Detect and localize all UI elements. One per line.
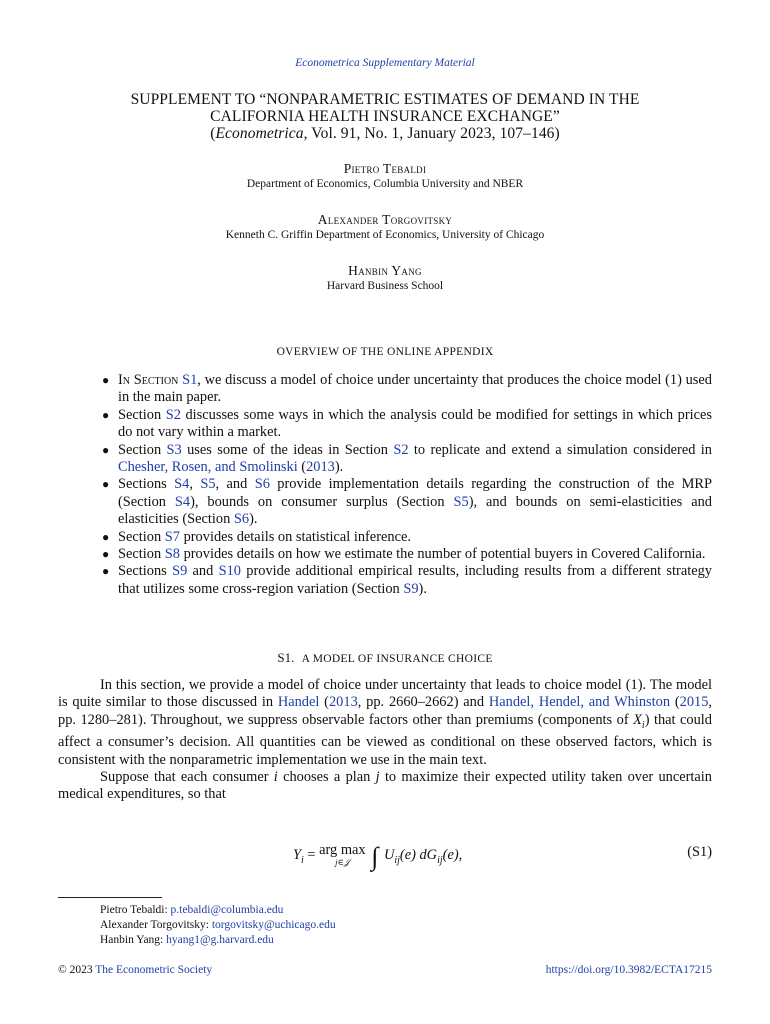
math-sub: i — [301, 854, 304, 866]
section-link[interactable]: S4 — [174, 493, 191, 510]
item-text: to replicate and extend a simulation considered in — [408, 441, 712, 458]
email-link[interactable]: p.tebaldi@columbia.edu — [170, 904, 284, 916]
author-name: Alexander Torgovitsky — [317, 212, 453, 227]
copyright-text: © 2023 — [58, 964, 96, 976]
math-sub: ij — [437, 854, 443, 866]
list-item — [100, 407, 712, 442]
citation-details: , Vol. 91, No. 1, January 2023, 107–146) — [303, 125, 560, 142]
equation-body — [293, 842, 462, 872]
text: Suppose that each consumer — [100, 768, 274, 785]
section-link[interactable]: S9 — [403, 580, 419, 597]
section-link[interactable]: S9 — [172, 563, 188, 580]
footnote-label: Pietro Tebaldi: — [100, 904, 171, 916]
math-var: Y — [293, 847, 302, 863]
section-title: A MODEL OF INSURANCE CHOICE — [301, 653, 493, 665]
item-text: provide additional empirical results, including results from a different strategy that utilizes some cross-region variation (Section — [118, 563, 712, 597]
item-text: and — [187, 563, 219, 580]
list-item — [100, 529, 712, 546]
author-affiliation: Harvard Business School — [326, 280, 444, 292]
item-text: Section — [118, 441, 167, 458]
math-expr: (e) dG — [399, 847, 438, 863]
citation-year-link[interactable]: 2013 — [306, 459, 335, 476]
bullet-icon: ● — [102, 477, 110, 492]
item-text: , and — [215, 476, 255, 493]
copyright — [58, 964, 212, 976]
section-number: S1. — [277, 650, 295, 665]
item-text: , we discuss a model of choice under uncertainty that produces the choice model (1) used in the main paper. — [118, 372, 712, 406]
math-var: i — [273, 768, 278, 785]
section-heading — [0, 650, 770, 666]
title-citation: (Econometrica, Vol. 91, No. 1, January 2023, 107–146) — [210, 125, 560, 142]
text: ) that could affect a consumer’s decision. All quantities can be viewed as conditional on these observed factors, which is consistent with the nonparametric implementation we use in the main text. — [58, 711, 712, 768]
citation-link[interactable]: Handel, Hendel, and Whinston — [488, 694, 671, 711]
title-line-1: SUPPLEMENT TO “NONPARAMETRIC ESTIMATES OF DEMAND IN THE — [130, 91, 640, 108]
math-var: U — [383, 847, 395, 863]
title-line-2: CALIFORNIA HEALTH INSURANCE EXCHANGE” — [210, 108, 560, 125]
footnote — [100, 918, 660, 933]
section-link[interactable]: S2 — [393, 441, 409, 458]
footnote-divider — [58, 897, 162, 898]
footnote-label: Hanbin Yang: — [100, 934, 167, 946]
equation-s1 — [58, 836, 712, 876]
paragraph — [58, 677, 712, 769]
overview-list — [100, 372, 712, 598]
item-text: Section — [118, 528, 165, 545]
equation-number: (S1) — [687, 844, 712, 860]
section-link[interactable]: S6 — [233, 511, 250, 528]
footnote — [100, 933, 660, 948]
list-item — [100, 372, 712, 407]
text: , pp. 1280–281). Throughout, we suppress observable factors other than premiums (components of — [58, 694, 713, 728]
list-item — [100, 546, 712, 563]
section-link[interactable]: S8 — [164, 546, 180, 563]
bullet-icon: ● — [102, 407, 110, 422]
text: ( — [670, 694, 680, 711]
overview-heading: OVERVIEW OF THE ONLINE APPENDIX — [276, 346, 494, 358]
text: and — [458, 694, 489, 711]
author-block-2 — [0, 211, 770, 243]
item-text: ). — [334, 459, 344, 476]
item-text: ( — [297, 459, 307, 476]
footnotes — [100, 903, 660, 948]
bullet-icon: ● — [102, 547, 110, 562]
math-sub: ij — [394, 854, 400, 866]
item-text: provides details on how we estimate the number of potential buyers in Covered California. — [179, 546, 706, 563]
section-link[interactable]: S6 — [254, 476, 270, 493]
section-link[interactable]: S2 — [165, 406, 181, 423]
item-text: provides details on statistical inference. — [179, 528, 411, 545]
math-op: arg max — [319, 842, 366, 858]
text: , pp. 2660–2662) — [357, 694, 459, 711]
email-link[interactable]: hyang1@g.harvard.edu — [166, 934, 274, 946]
item-text: Section — [118, 406, 166, 423]
journal-header: Econometrica Supplementary Material — [295, 57, 475, 69]
author-block-3 — [0, 262, 770, 294]
bullet-icon: ● — [102, 373, 110, 387]
item-text: uses some of the ideas in Section — [181, 441, 394, 458]
item-text: Section — [118, 546, 165, 563]
citation-journal: Econometrica — [215, 125, 304, 142]
math-op: = — [303, 847, 320, 863]
item-text: ), bounds on consumer surplus (Section — [190, 493, 454, 510]
item-text: discusses some ways in which the analysis could be modified for settings in which prices do not vary within a market. — [118, 406, 712, 441]
list-item — [100, 563, 712, 598]
item-text: provide implementation details regarding the construction of the MRP (Section — [118, 476, 712, 510]
bullet-icon: ● — [102, 564, 110, 579]
item-text: ). — [249, 511, 258, 528]
text: to maximize their expected utility taken over uncertain medical expenditures, so that — [58, 768, 713, 803]
section-link[interactable]: S4 — [174, 476, 190, 493]
item-text: Sections — [118, 476, 175, 493]
integral-icon: ∫ — [371, 842, 379, 871]
math-expr: (e), — [442, 847, 463, 863]
item-text: , — [189, 476, 201, 493]
section-link[interactable]: S1 — [182, 372, 198, 388]
paper-title — [60, 91, 710, 142]
society-link[interactable]: The Econometric Society — [95, 964, 213, 976]
math-sub: i — [641, 719, 645, 731]
paragraph — [58, 769, 712, 804]
list-item — [100, 442, 712, 477]
author-name: Hanbin Yang — [348, 263, 422, 278]
citation-link[interactable]: Handel — [277, 694, 320, 711]
author-block-1 — [0, 160, 770, 192]
body-text — [58, 677, 712, 804]
section-link[interactable]: S5 — [453, 493, 469, 510]
bullet-icon: ● — [102, 529, 110, 544]
bullet-icon: ● — [102, 442, 110, 457]
item-text: ), and bounds on semi-elasticities and elasticities (Section — [118, 493, 712, 528]
text: ( — [319, 694, 329, 711]
citation-link[interactable]: Chesher, Rosen, and Smolinski — [118, 459, 298, 476]
item-text: Sections — [118, 563, 173, 580]
footnote-label: Alexander Torgovitsky: — [100, 919, 212, 931]
email-link[interactable]: torgovitsky@uchicago.edu — [211, 919, 336, 931]
item-text: ). — [418, 580, 427, 597]
item-text: In Section — [118, 372, 183, 388]
text: In this section, we provide a model of choice under uncertainty that leads to choice model (1). The model is quite similar to those discussed in — [58, 677, 712, 711]
author-affiliation: Kenneth C. Griffin Department of Economics, University of Chicago — [225, 229, 545, 241]
math-var: j — [375, 768, 380, 785]
doi-link[interactable]: https://doi.org/10.3982/ECTA17215 — [545, 964, 712, 976]
section-link[interactable]: S7 — [164, 528, 180, 545]
author-name: Pietro Tebaldi — [343, 161, 427, 176]
section-link[interactable]: S5 — [200, 476, 216, 493]
citation-year-link[interactable]: 2015 — [679, 694, 709, 711]
math-sub: j∈𝒥 — [335, 857, 350, 867]
text: chooses a plan — [277, 768, 376, 785]
section-link[interactable]: S3 — [166, 441, 182, 458]
list-item — [100, 476, 712, 528]
citation-year-link[interactable]: 2013 — [328, 694, 358, 711]
math-var: X — [633, 711, 642, 728]
footnote — [100, 903, 660, 918]
section-link[interactable]: S10 — [218, 563, 242, 580]
argmax-operator — [319, 842, 366, 868]
author-affiliation: Department of Economics, Columbia University and NBER — [246, 178, 524, 190]
